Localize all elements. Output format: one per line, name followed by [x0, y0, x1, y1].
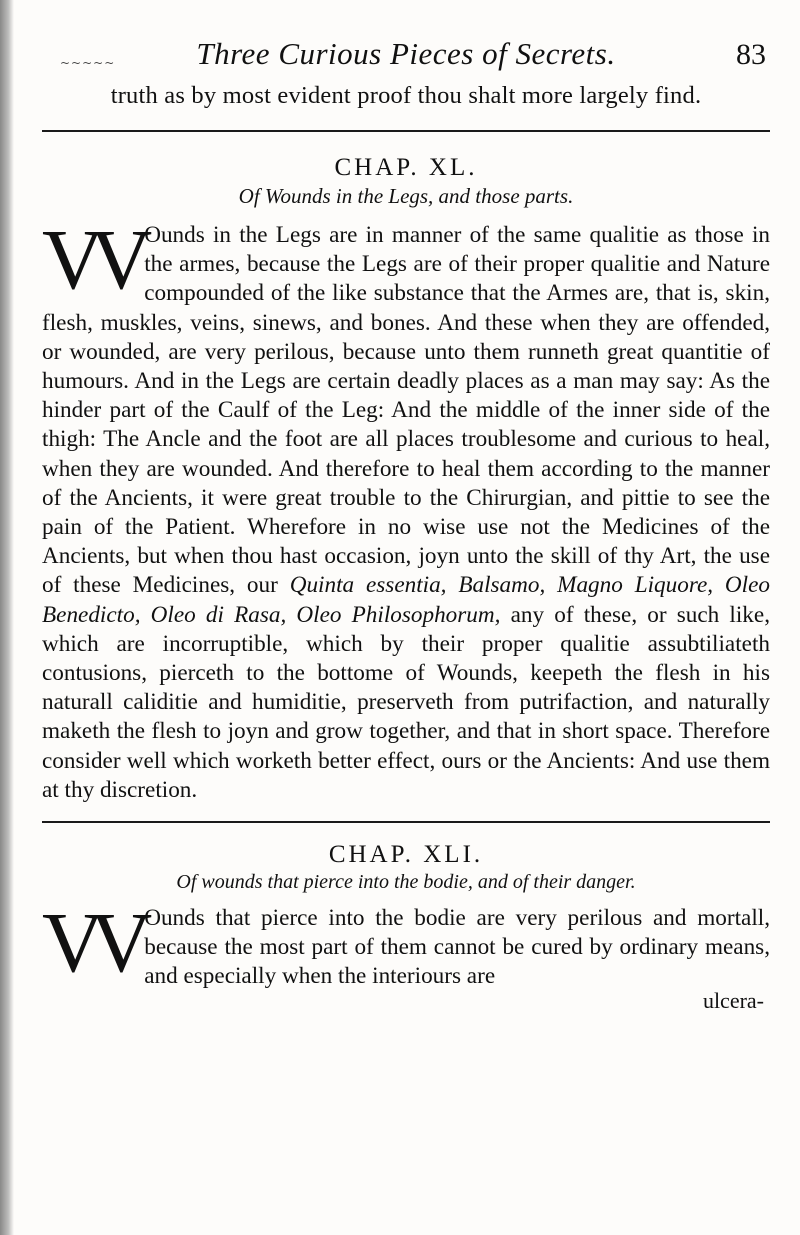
running-head — [42, 36, 770, 80]
chapter-body — [42, 894, 770, 992]
page-number: 83 — [736, 38, 766, 71]
drop-cap: VV — [42, 894, 139, 991]
catchword: ulcera- — [702, 987, 764, 1013]
drop-cap: VV — [42, 211, 139, 307]
body-text-part: Ounds that pierce into the bodie are very perilous and mortall, because the most part of them cannot be cured by ordinary means, and especially when the interiours are — [144, 905, 770, 990]
chapter-body — [42, 211, 770, 805]
section-rule — [42, 821, 770, 823]
chapter-heading: CHAP. XLI. — [328, 841, 484, 869]
body-text-part: Ounds in the Legs are in manner of the same qualitie as those in the armes, because the Legs are of their proper qualitie and Nature compounded of the like substance that the Armes are, that is, skin, flesh, muskles, veins, sinews, and bones. And these when they are offended, or wounded, are very perilous, because unto them runneth great quantitie of humours. And in the Legs are certain deadly places as a man may say: As the hinder part of the Caulf of the Leg: And the middle of the inner side of the thigh: The Ancle and the foot are all places troublesome and curious to heal, when they are wounded. And therefore to heal them according to the manner of the Ancients, it were great trouble to the Chirurgian, and pittie to see the pain of the Patient. Wherefore in no wise use not the Medicines of the Ancients, but when thou hast occasion, joyn unto the skill of thy Art, the use of these Medicines, our — [42, 222, 770, 599]
chapter-heading: CHAP. XL. — [334, 154, 478, 181]
body-text-part: any of these, or such like, which are incorruptible, which by their proper qualitie assubtiliateth contusions, pierceth to the bottome of Wounds, keepeth the flesh in his naturall caliditie and humiditie, preserveth from putrifaction, and naturally maketh the flesh to joyn and grow together, and that in short space. Therefore consider well which worketh better effect, ours or the Ancients: And use them at thy discretion. — [42, 601, 770, 803]
carry-over-line: truth as by most evident proof thou shalt more largely find. — [110, 82, 702, 109]
medicine-names: Quinta essentia, Balsamo, Magno Liquore, Oleo Benedicto, Oleo di Rasa, Oleo Philosophorum, — [42, 572, 770, 628]
section-rule — [42, 130, 770, 132]
chapter-subtitle: Of wounds that pierce into the bodie, and of their danger. — [176, 871, 636, 894]
running-title: Three Curious Pieces of Secrets. — [196, 36, 616, 71]
ornament: ~~~~~ — [60, 56, 116, 70]
chapter-subtitle: Of Wounds in the Legs, and those parts. — [238, 184, 574, 208]
